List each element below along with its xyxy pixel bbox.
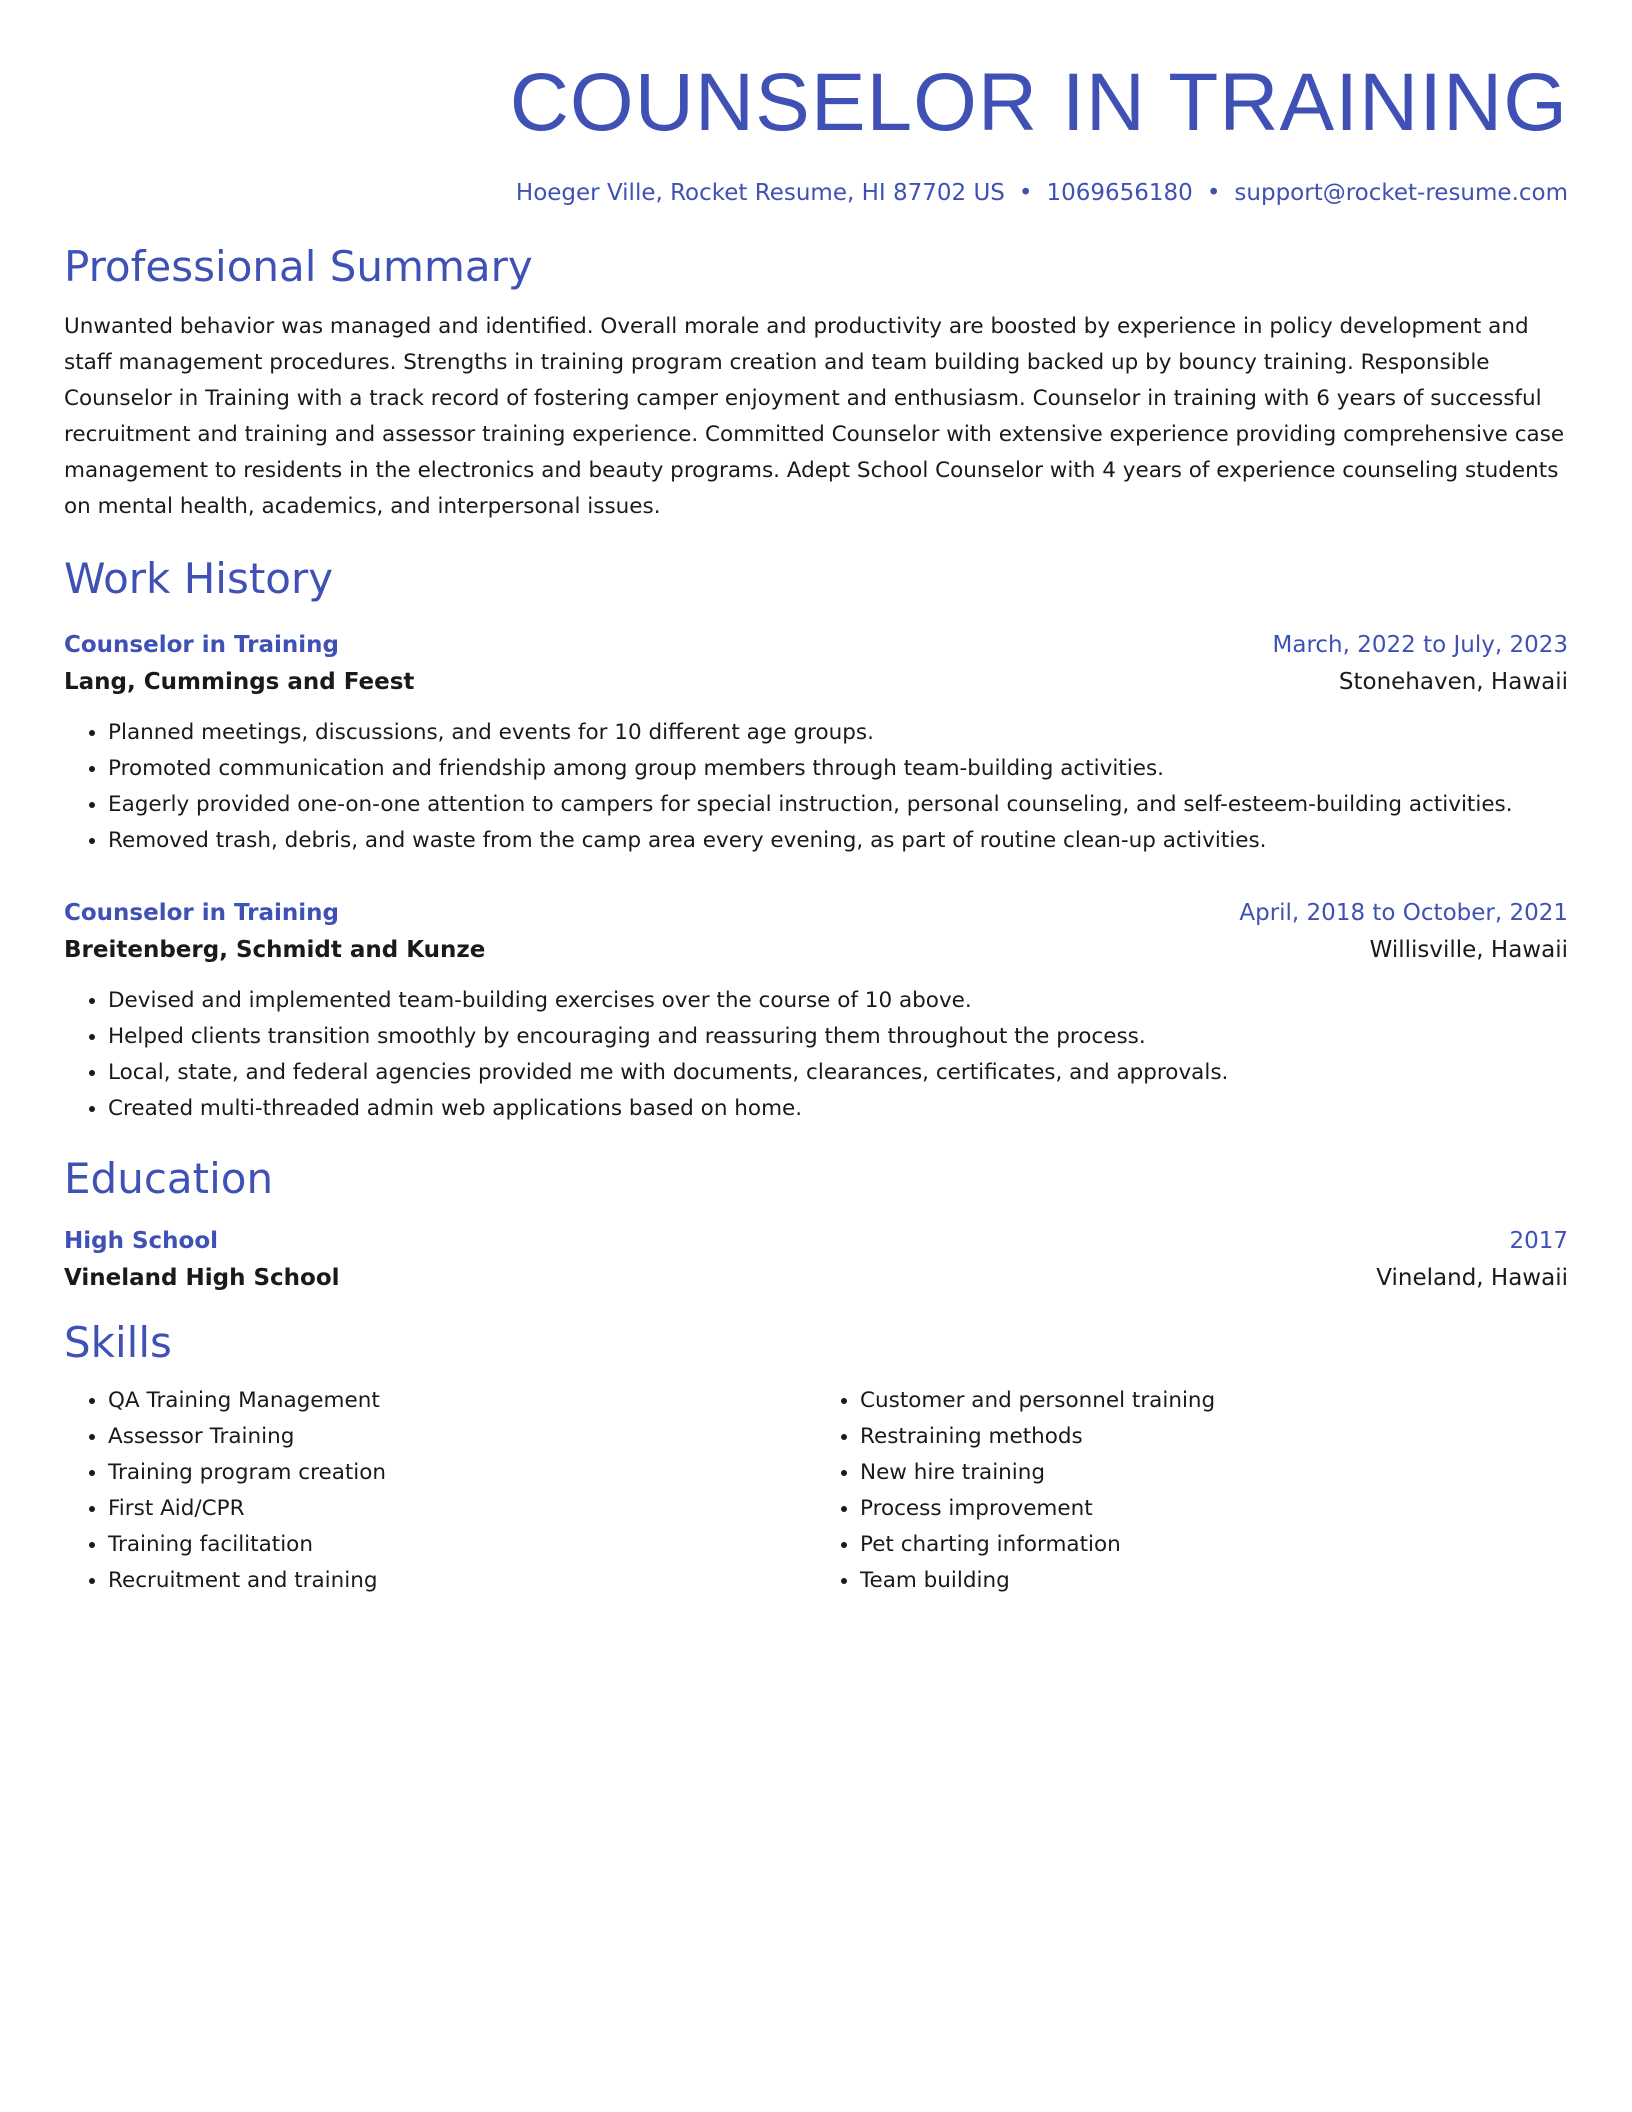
job-role: Counselor in Training <box>64 900 340 926</box>
job-dates: April, 2018 to October, 2021 <box>1239 900 1568 926</box>
contact-address: Hoeger Ville, Rocket Resume, HI 87702 US <box>515 180 1005 206</box>
skill-item: • First Aid/CPR <box>108 1491 816 1527</box>
job-company: Lang, Cummings and Feest <box>64 669 415 695</box>
job-bullets <box>64 715 1568 859</box>
job-location: Willisville, Hawaii <box>1369 937 1568 963</box>
job-header-row <box>64 895 1568 931</box>
job-bullet: • Devised and implemented team-building exercises over the course of 10 above. <box>108 983 1568 1019</box>
job-bullet: • Created multi-threaded admin web applications based on home. <box>108 1091 1568 1127</box>
contact-phone: 1069656180 <box>1046 180 1193 206</box>
skill-item: • Training facilitation <box>108 1527 816 1563</box>
skill-item: • Customer and personnel training <box>860 1383 1568 1419</box>
summary-text: Unwanted behavior was managed and identified. Overall morale and productivity are boosted by experience in policy development and staff management procedures. Strengths in training program creation and team building backed up by bouncy training. Responsible Counselor in Training with a track record of fostering camper enjoyment and enthusiasm. Counselor in training with 6 years of successful recruitment and training and assessor training experience. Committed Counselor with extensive experience providing comprehensive case management to residents in the electronics and beauty programs. Adept School Counselor with 4 years of experience counseling students on mental health, academics, and interpersonal issues. <box>64 314 1565 519</box>
job-header-row <box>64 627 1568 663</box>
contact-line <box>64 177 1568 209</box>
contact-separator: • <box>1018 180 1033 206</box>
job-company: Breitenberg, Schmidt and Kunze <box>64 937 486 963</box>
skills-grid <box>64 1383 1568 1599</box>
skill-item: • QA Training Management <box>108 1383 816 1419</box>
skills-column-left <box>64 1383 816 1599</box>
contact-separator: • <box>1206 180 1221 206</box>
skill-item: • Process improvement <box>860 1491 1568 1527</box>
skills-heading: Skills <box>64 1318 172 1367</box>
job-bullet: • Helped clients transition smoothly by encouraging and reassuring them throughout the process. <box>108 1019 1568 1055</box>
job-bullets <box>64 983 1568 1127</box>
job-company-row <box>64 663 1568 701</box>
work-history-heading: Work History <box>64 554 334 603</box>
skill-item: • Assessor Training <box>108 1419 816 1455</box>
job-bullet: • Promoted communication and friendship among group members through team-building activities. <box>108 751 1568 787</box>
summary-heading: Professional Summary <box>64 242 533 291</box>
job-bullet: • Removed trash, debris, and waste from the camp area every evening, as part of routine clean-up activities. <box>108 823 1568 859</box>
resume-header <box>64 55 1568 209</box>
skill-item: • New hire training <box>860 1455 1568 1491</box>
job-entry <box>64 895 1568 1127</box>
education-location: Vineland, Hawaii <box>1376 1265 1568 1291</box>
education-header-row <box>64 1223 1568 1259</box>
education-degree: High School <box>64 1228 219 1254</box>
skill-item: • Restraining methods <box>860 1419 1568 1455</box>
skill-item: • Recruitment and training <box>108 1563 816 1599</box>
education-entry <box>64 1223 1568 1297</box>
skill-item: • Pet charting information <box>860 1527 1568 1563</box>
job-bullet: • Eagerly provided one-on-one attention to campers for special instruction, personal counseling, and self-esteem-building activities. <box>108 787 1568 823</box>
work-history-section <box>64 553 1568 1127</box>
job-company-row <box>64 931 1568 969</box>
contact-email[interactable]: support@rocket-resume.com <box>1234 180 1568 206</box>
skills-section <box>64 1317 1568 1599</box>
job-role: Counselor in Training <box>64 632 340 658</box>
education-year: 2017 <box>1509 1228 1568 1254</box>
job-dates: March, 2022 to July, 2023 <box>1272 632 1568 658</box>
skills-column-right <box>816 1383 1568 1599</box>
education-school-row <box>64 1259 1568 1297</box>
education-heading: Education <box>64 1154 274 1203</box>
resume-title: COUNSELOR IN TRAINING <box>509 57 1568 148</box>
job-bullet: • Planned meetings, discussions, and events for 10 different age groups. <box>108 715 1568 751</box>
skill-item: • Training program creation <box>108 1455 816 1491</box>
job-entry <box>64 627 1568 859</box>
education-school: Vineland High School <box>64 1265 340 1291</box>
job-bullet: • Local, state, and federal agencies provided me with documents, clearances, certificates, and approvals. <box>108 1055 1568 1091</box>
job-location: Stonehaven, Hawaii <box>1338 669 1568 695</box>
skill-item: • Team building <box>860 1563 1568 1599</box>
summary-section <box>64 241 1568 525</box>
education-section <box>64 1153 1568 1297</box>
